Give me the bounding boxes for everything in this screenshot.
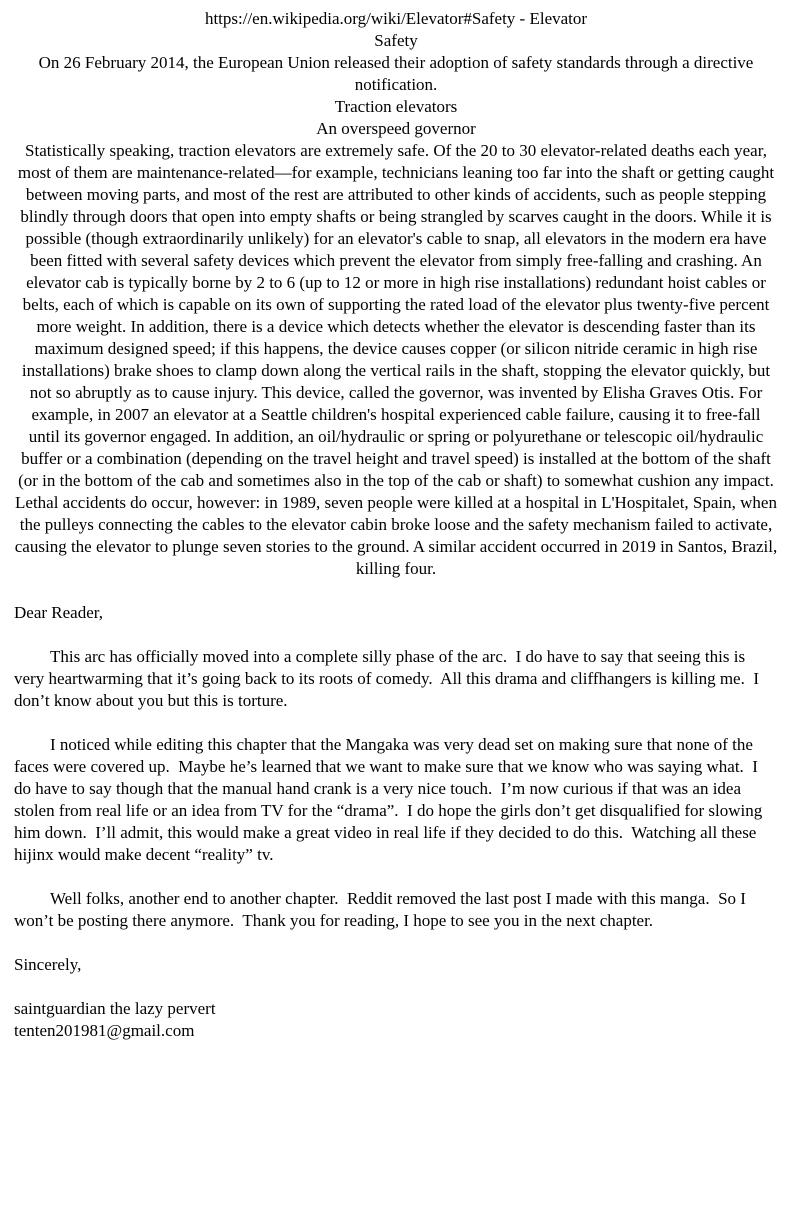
signature-name: saintguardian the lazy pervert [14, 999, 216, 1018]
wiki-excerpt [14, 8, 778, 580]
editor-letter [14, 602, 778, 1042]
letter-paragraph-2: I noticed while editing this chapter that the Mangaka was very dead set on making sure that none of the faces were covered up. Maybe he’s learned that we want to make sure that we know who was saying what. I do have to say though that the manual hand crank is a very nice touch. I’m now curious if that was an idea stolen from real life or an idea from TV for the “drama”. I do hope the girls don’t get disqualified for slowing him down. I’ll admit, this would make a great video in real life if they decided to do this. Watching all these hijinx would make decent “reality” tv. [14, 735, 767, 864]
signature-email: tenten201981@gmail.com [14, 1021, 195, 1040]
subheading-traction-elevators: Traction elevators [334, 97, 458, 116]
letter-paragraph-3: Well folks, another end to another chapter. Reddit removed the last post I made with this manga. So I won’t be posting there anymore. Thank you for reading, I hope to see you in the next chapter. [14, 889, 751, 930]
letter-paragraph-1: This arc has officially moved into a complete silly phase of the arc. I do have to say that seeing this is very heartwarming that it’s going back to its roots of comedy. All this drama and cliffhangers is killing me. I don’t know about you but this is torture. [14, 647, 764, 710]
intro-text: On 26 February 2014, the European Union released their adoption of safety standards through a directive notification. [38, 53, 754, 94]
closing: Sincerely, [14, 955, 82, 974]
source-url: https://en.wikipedia.org/wiki/Elevator#Safety - Elevator [204, 9, 588, 28]
document-page [14, 8, 778, 1042]
salutation: Dear Reader, [14, 603, 103, 622]
wiki-body-paragraph: Statistically speaking, traction elevators are extremely safe. Of the 20 to 30 elevator-related deaths each year, most of them are maintenance-related—for example, technicians leaning too far into the shaft or getting caught between moving parts, and most of the rest are attributed to other kinds of accidents, such as people stepping blindly through doors that open into empty shafts or being strangled by scarves caught in the doors. While it is possible (though extraordinarily unlikely) for an elevator's cable to snap, all elevators in the modern era have been fitted with several safety devices which prevent the elevator from simply free-falling and crashing. An elevator cab is typically borne by 2 to 6 (up to 12 or more in high rise installations) redundant hoist cables or belts, each of which is capable on its own of supporting the rated load of the elevator plus twenty-five percent more weight. In addition, there is a device which detects whether the elevator is descending faster than its maximum designed speed; if this happens, the device causes copper (or silicon nitride ceramic in high rise installations) brake shoes to clamp down along the vertical rails in the shaft, stopping the elevator quickly, but not so abruptly as to cause injury. This device, called the governor, was invented by Elisha Graves Otis. For example, in 2007 an elevator at a Seattle children's hospital experienced cable failure, causing it to free-fall until its governor engaged. In addition, an oil/hydraulic or spring or polyurethane or telescopic oil/hydraulic buffer or a combination (depending on the travel height and travel speed) is installed at the bottom of the shaft (or in the bottom of the cab and sometimes also in the top of the cab or shaft) to somewhat cushion any impact. Lethal accidents do occur, however: in 1989, seven people were killed at a hospital in L'Hospitalet, Spain, when the pulleys connecting the cables to the elevator cabin broke loose and the safety mechanism failed to activate, causing the elevator to plunge seven stories to the ground. A similar accident occurred in 2019 in Santos, Brazil, killing four. [14, 141, 778, 578]
subheading-overspeed-governor: An overspeed governor [316, 119, 476, 138]
section-title: Safety [374, 31, 418, 50]
